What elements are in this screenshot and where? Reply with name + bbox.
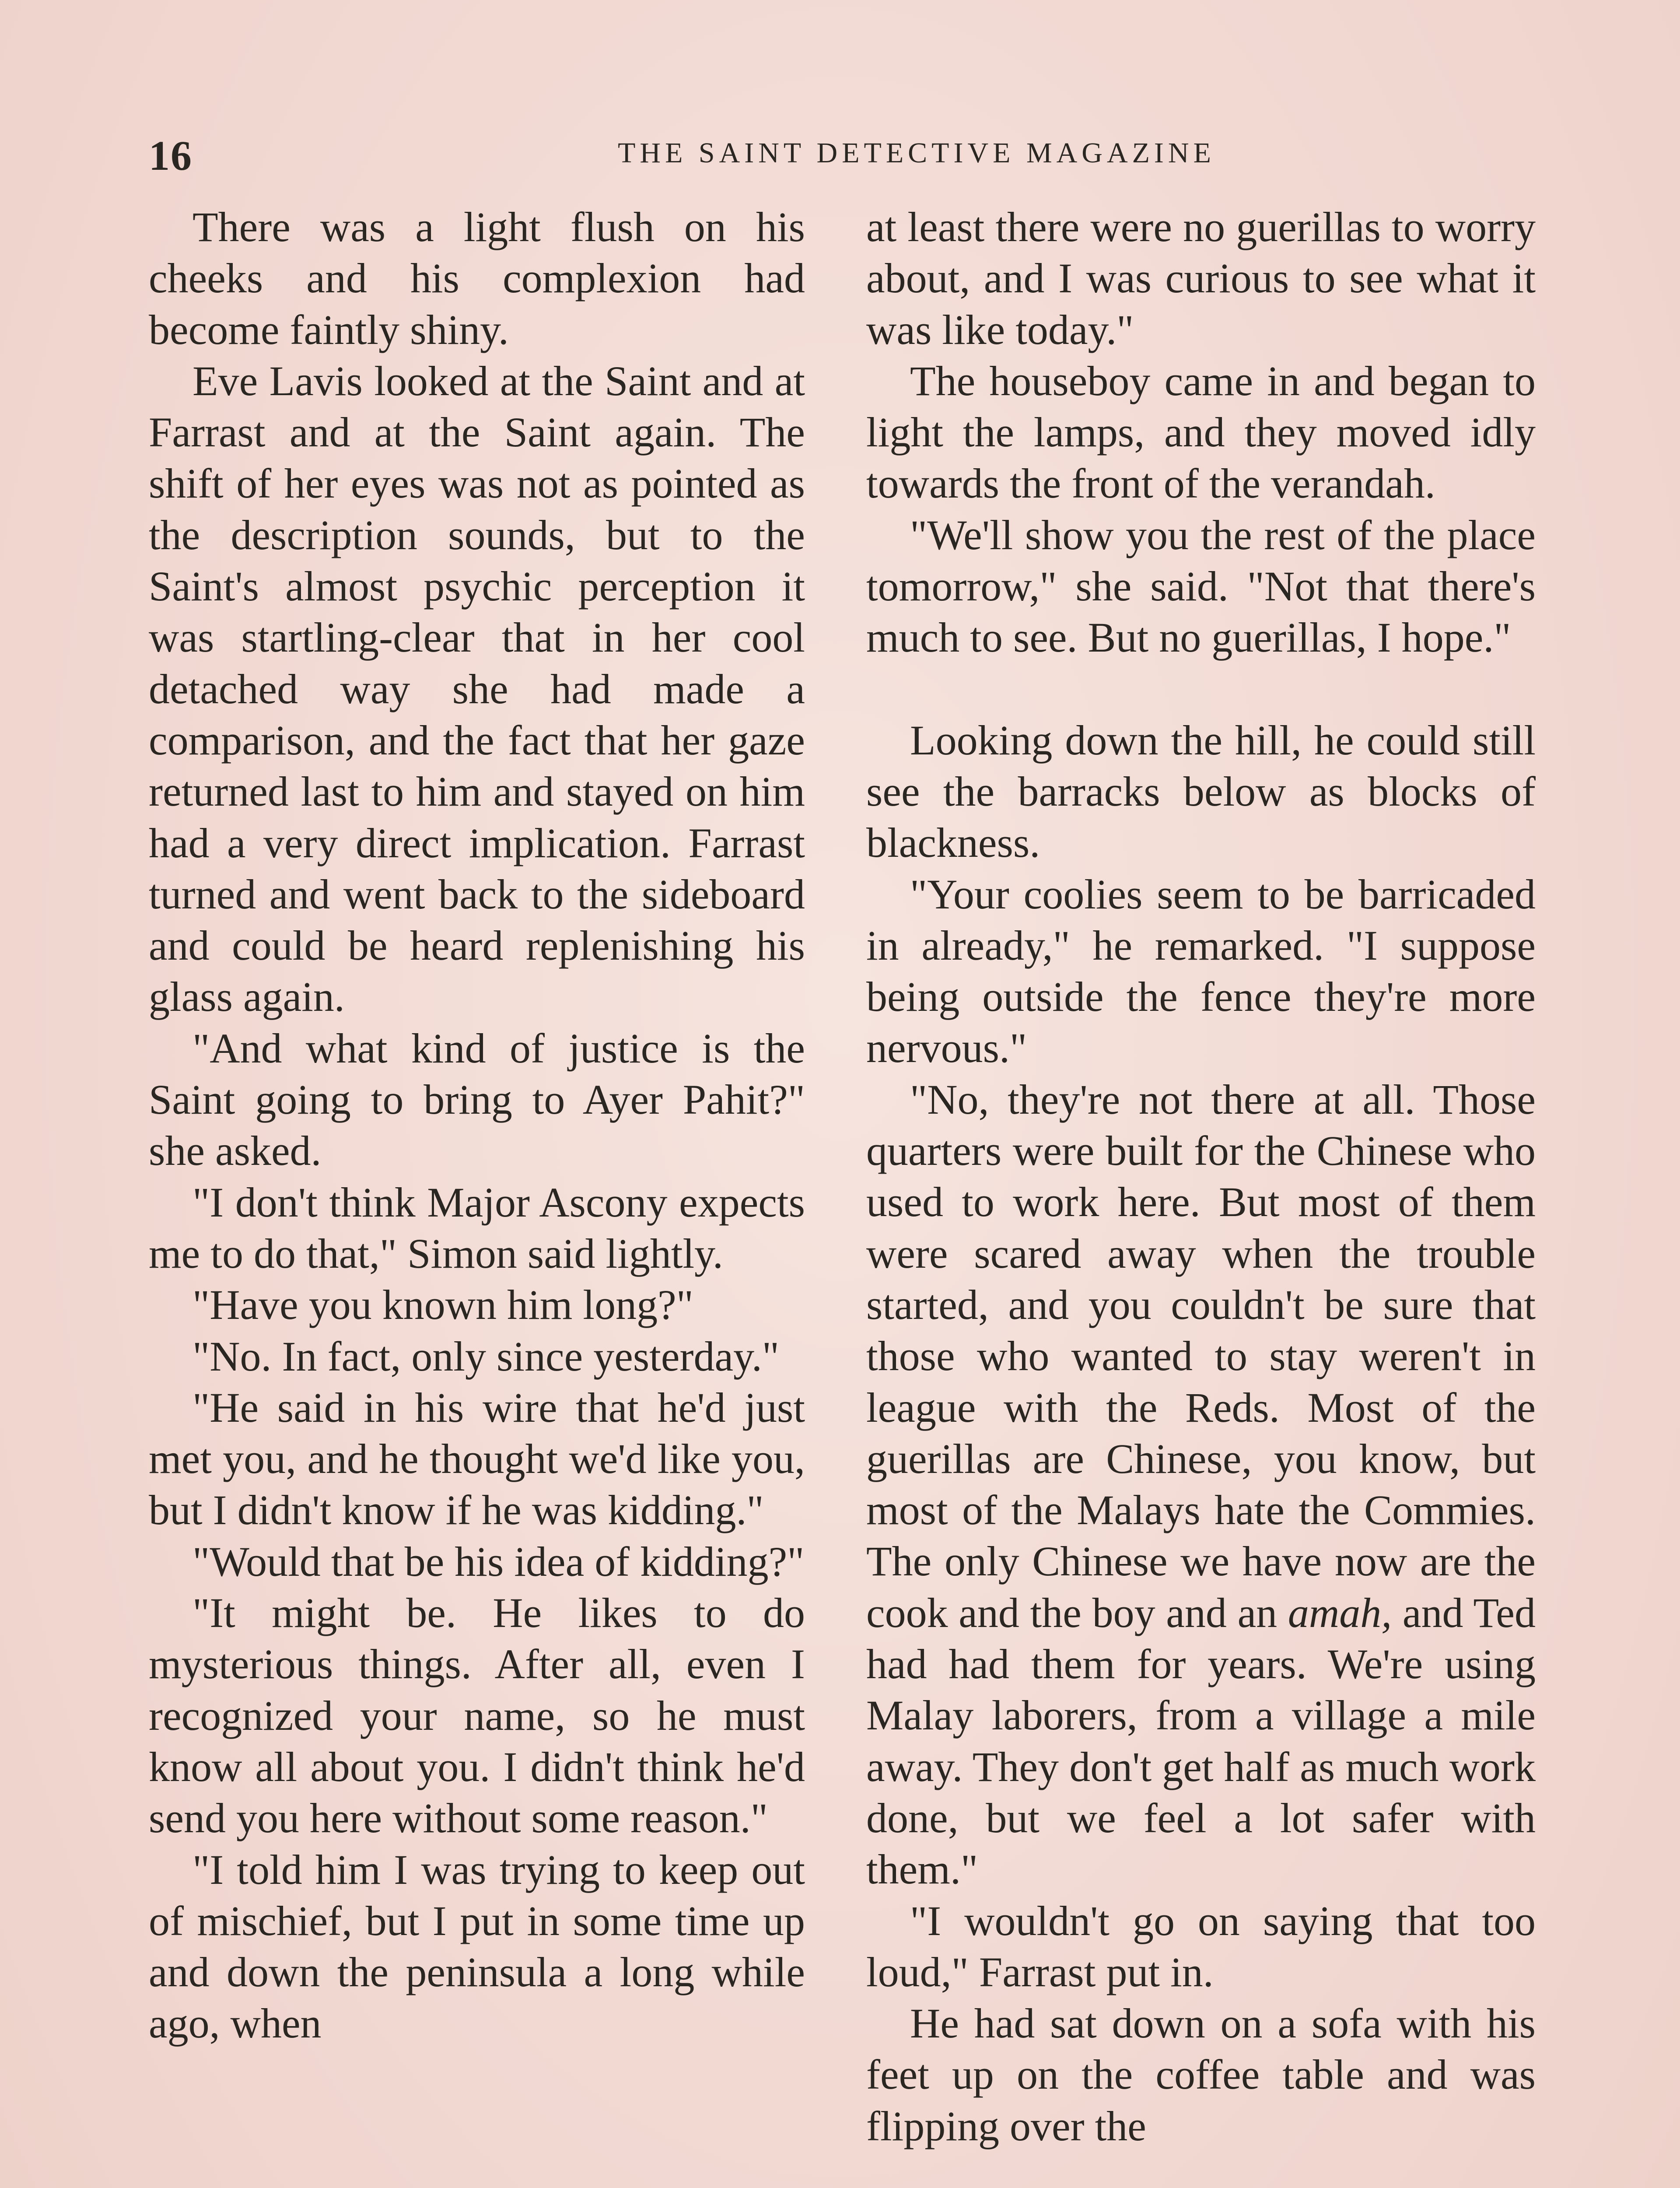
paragraph: There was a light flush on his cheeks and his complexion had become faintly shiny. [149, 203, 805, 353]
paragraph: "I told him I was trying to keep out of mischief, but I put in some time up and down the peninsula a long while ago, when [149, 1846, 805, 2047]
paragraph: The houseboy came in and began to light the lamps, and they moved idly towards the front of the verandah. [866, 357, 1536, 507]
paragraph: "I don't think Major Ascony expects me to do that," Simon said lightly. [149, 1178, 805, 1277]
right-column [866, 201, 1536, 2152]
paragraph: He had sat down on a sofa with his feet up on the coffee table and was flipping over the [866, 2000, 1536, 2149]
paragraph: "Have you known him long?" [192, 1281, 693, 1329]
paragraph: "And what kind of justice is the Saint going to bring to Ayer Pahit?" she asked. [149, 1024, 805, 1175]
paragraph: Eve Lavis looked at the Saint and at Farrast and at the Saint again. The shift of her eyes was not as pointed as the description sounds, but to the Saint's almost psychic perception it was startling-clear that in her cool detached way she had made a comparison, and the fact that her gaze returned last to him and stayed on him had a very direct implication. Farrast turned and went back to the sideboard and could be heard replenishing his glass again. [149, 357, 805, 1020]
paragraph: "No. In fact, only since yesterday." [192, 1332, 780, 1380]
paragraph: "I wouldn't go on saying that too loud," Farrast put in. [866, 1897, 1536, 1995]
page-number: 16 [149, 132, 192, 179]
paragraph-continuation: at least there were no guerillas to worry about, and I was curious to see what it was like today." [866, 203, 1536, 353]
left-column [149, 201, 805, 2049]
page-header [149, 131, 1540, 179]
running-title: THE SAINT DETECTIVE MAGAZINE [618, 137, 1215, 169]
text-run: "No, they're not there at all. Those quarters were built for the Chinese who used to work here. But most of them were scared away when the trouble started, and you couldn't be sure that those who wanted to stay weren't in league with the Reds. Most of the guerillas are Chinese, you know, but most of the Malays hate the Commies. The only Chinese we have now are the cook and the boy and an [866, 1076, 1536, 1636]
paragraph: "Your coolies seem to be barricaded in already," he remarked. "I suppose being outside the fence they're more nervous." [866, 870, 1536, 1072]
text-run: and Ted had had them for years. We're using Malay laborers, from a village a mile away. They don't get half as much work done, but we feel a lot safer with them." [866, 1589, 1536, 1893]
paragraph: "We'll show you the rest of the place tomorrow," she said. "Not that there's much to see. But no guerillas, I hope." [866, 511, 1536, 661]
paragraph: "Would that be his idea of kidding?" [192, 1538, 805, 1585]
paragraph-after-section-break: Looking down the hill, he could still see the barracks below as blocks of blackness. [866, 716, 1536, 866]
paragraph: "It might be. He likes to do mysterious things. After all, even I recognized your name, so he must know all about you. I didn't think he'd send you here without some reason." [149, 1589, 805, 1842]
paragraph: "He said in his wire that he'd just met you, and he thought we'd like you, but I didn't know if he was kidding." [149, 1384, 805, 1534]
paragraph [866, 1074, 1536, 1895]
italic-word: amah, [1288, 1589, 1392, 1636]
